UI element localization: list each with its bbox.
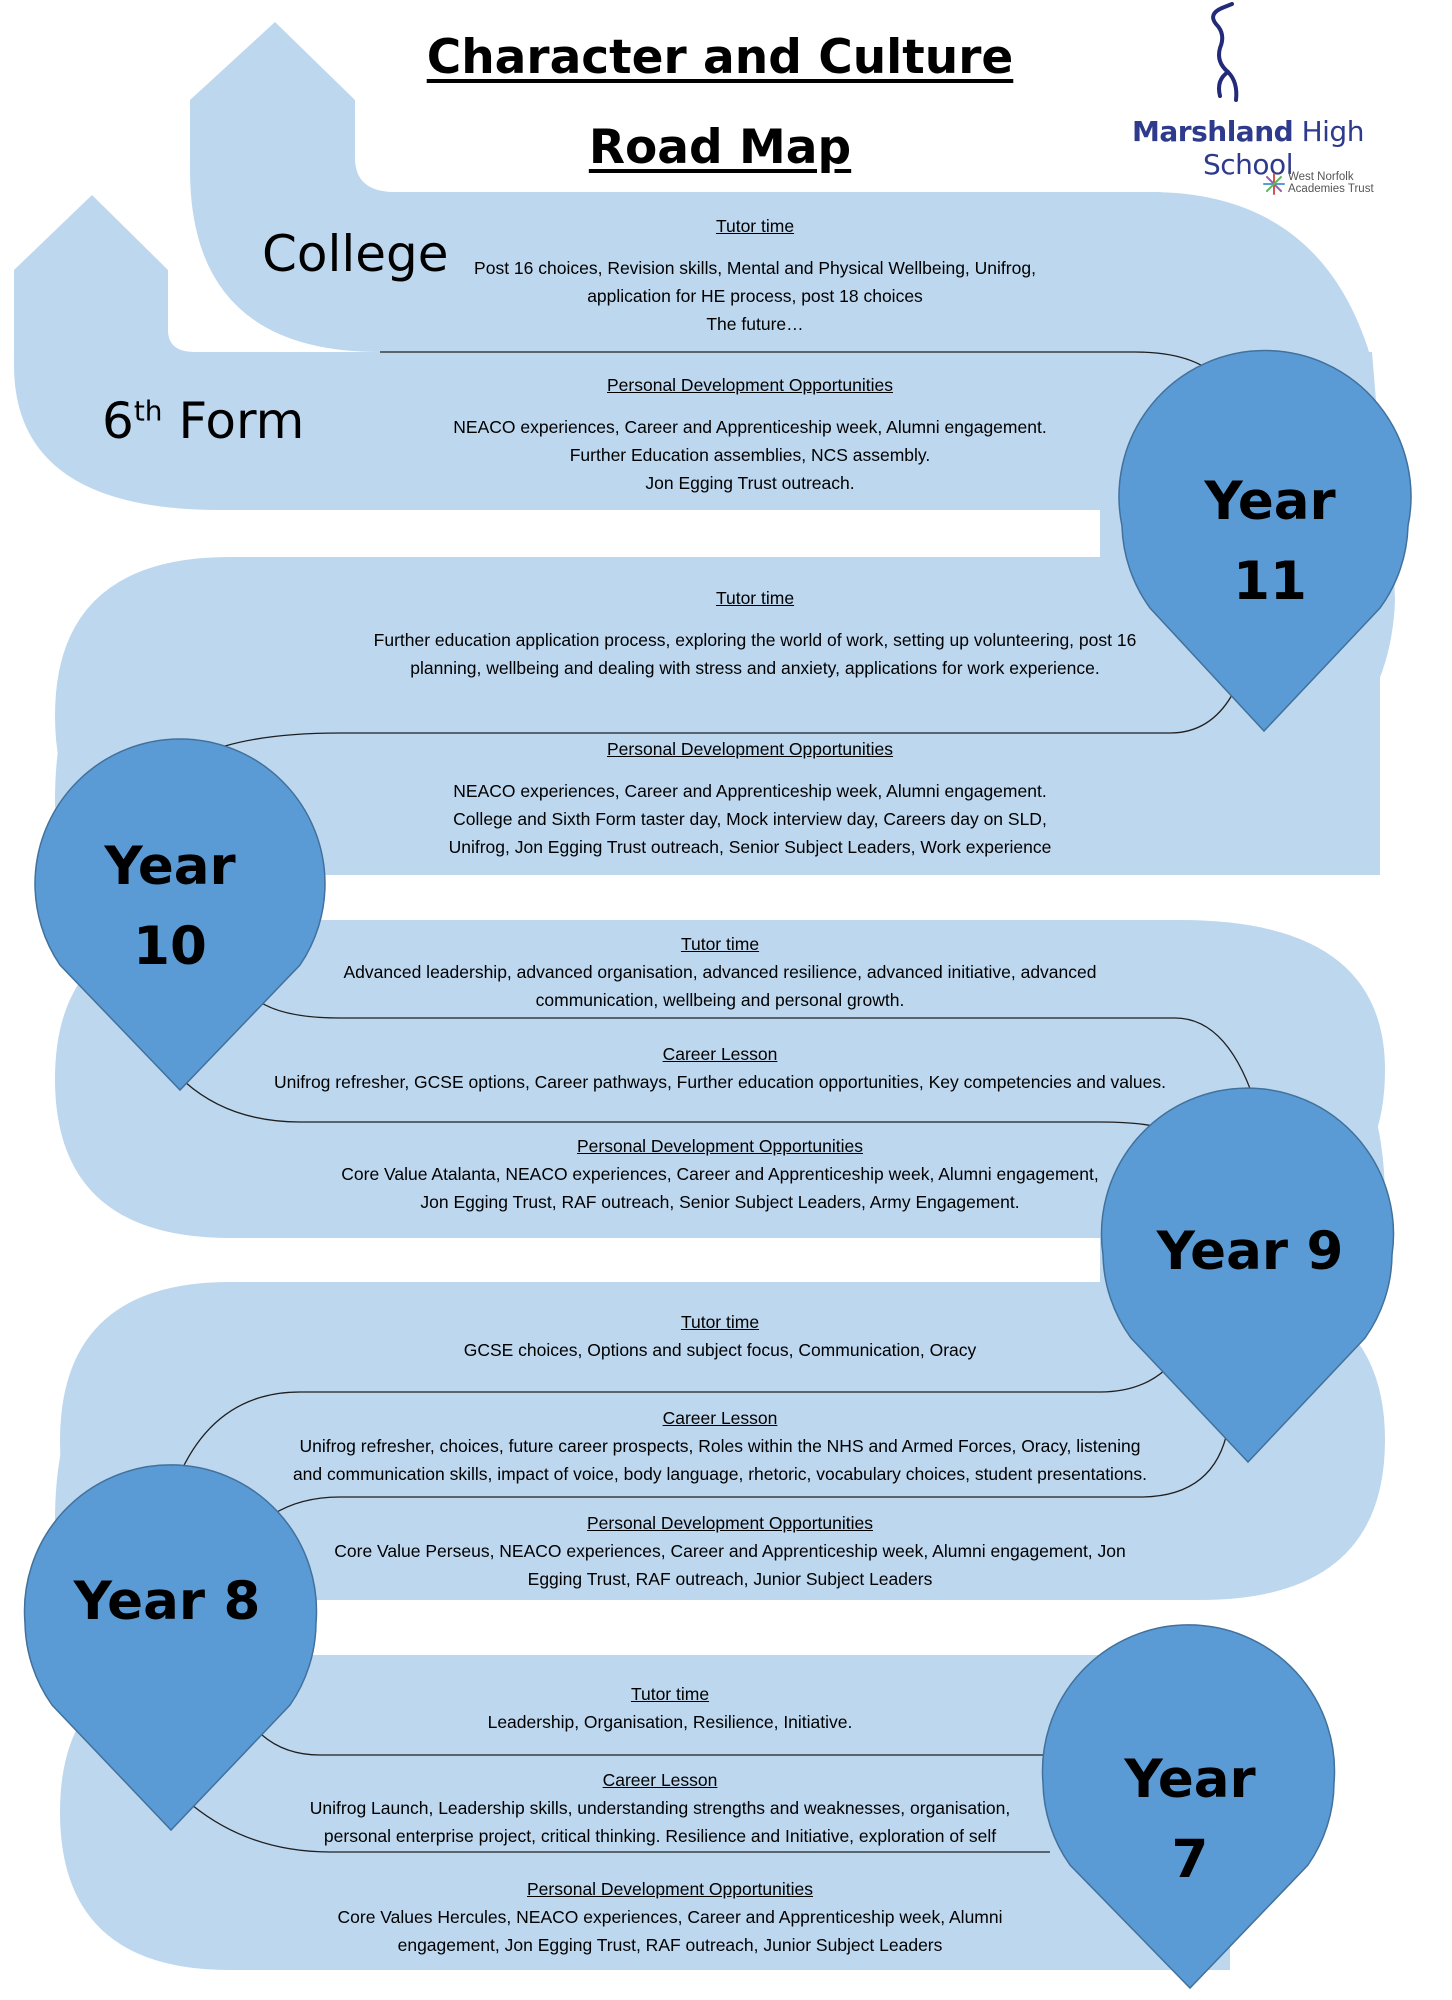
section-year10-career-lesson: Career Lesson Unifrog refresher, GCSE options, Career pathways, Further education opportunities, Key competencies and values. [274, 1044, 1166, 1092]
section-year9-career-lesson: Career Lesson Unifrog refresher, choices, future career prospects, Roles within the NHS and Armed Forces, Oracy, listening and communication skills, impact of voice, body language, rhetoric, vocabulary choices, student presentations. [292, 1408, 1148, 1484]
section-year9-tutor-time: Tutor time GCSE choices, Options and subject focus, Communication, Oracy [463, 1312, 977, 1360]
section-college-tutor-time: Tutor time Post 16 choices, Revision skills, Mental and Physical Wellbeing, Unifrog, application for HE process, post 18 choices The future… [474, 216, 1036, 334]
section-year7-career-lesson: Career Lesson Unifrog Launch, Leadership skills, understanding strengths and weaknesses, organisation, personal enterprise project, critical thinking. Resilience and Initiative, exploration of self [309, 1770, 1011, 1846]
year11-label: Year 11 [1204, 471, 1336, 612]
page-title: Character and Culture [426, 30, 1014, 85]
label-college: College [262, 225, 449, 283]
section-year11-tutor-time: Tutor time Further education application process, exploring the world of work, setting up volunteering, post 16 planning, wellbeing and dealing with stress and anxiety, applications for work experience. [373, 588, 1137, 678]
section-year7-pd: Personal Development Opportunities Core Values Hercules, NEACO experiences, Career and Apprenticeship week, Alumni engagement, Jon Egging Trust, RAF outreach, Junior Subject Leaders [337, 1879, 1003, 1955]
section-year7-tutor-time: Tutor time Leadership, Organisation, Resilience, Initiative. [487, 1684, 853, 1732]
trust-name: West Norfolk Academies Trust [1288, 171, 1374, 195]
year8-label: Year 8 [73, 1571, 261, 1632]
year7-label: Year 7 [1124, 1749, 1256, 1890]
school-name: Marshland High School [1132, 115, 1364, 181]
trust-logo-icon [1262, 172, 1286, 196]
year9-label: Year 9 [1156, 1221, 1344, 1282]
section-year11-pd: Personal Development Opportunities NEACO experiences, Career and Apprenticeship week, Alumni engagement. College and Sixth Form taster day, Mock interview day, Careers day on SLD, Unifrog, Jon Egging Trust outreach, Senior Subject Leaders, Work experience [448, 739, 1052, 857]
section-year10-tutor-time: Tutor time Advanced leadership, advanced organisation, advanced resilience, advanced initiative, advanced communication, wellbeing and personal growth. [343, 934, 1097, 1010]
section-sixth-form-pd: Personal Development Opportunities NEACO experiences, Career and Apprenticeship week, Alumni engagement. Further Education assemblies, NCS assembly. Jon Egging Trust outreach. [453, 375, 1047, 493]
year10-label: Year 10 [104, 836, 236, 977]
section-year10-pd: Personal Development Opportunities Core Value Atalanta, NEACO experiences, Career and Apprenticeship week, Alumni engagement, Jon Egging Trust, RAF outreach, Senior Subject Leaders, Army Engagement. [341, 1136, 1099, 1212]
section-year9-pd: Personal Development Opportunities Core Value Perseus, NEACO experiences, Career and Apprenticeship week, Alumni engagement, Jon Egging Trust, RAF outreach, Junior Subject Leaders [334, 1513, 1126, 1589]
page-subtitle: Road Map [588, 120, 852, 175]
label-sixth-form: 6th Form [102, 392, 305, 450]
